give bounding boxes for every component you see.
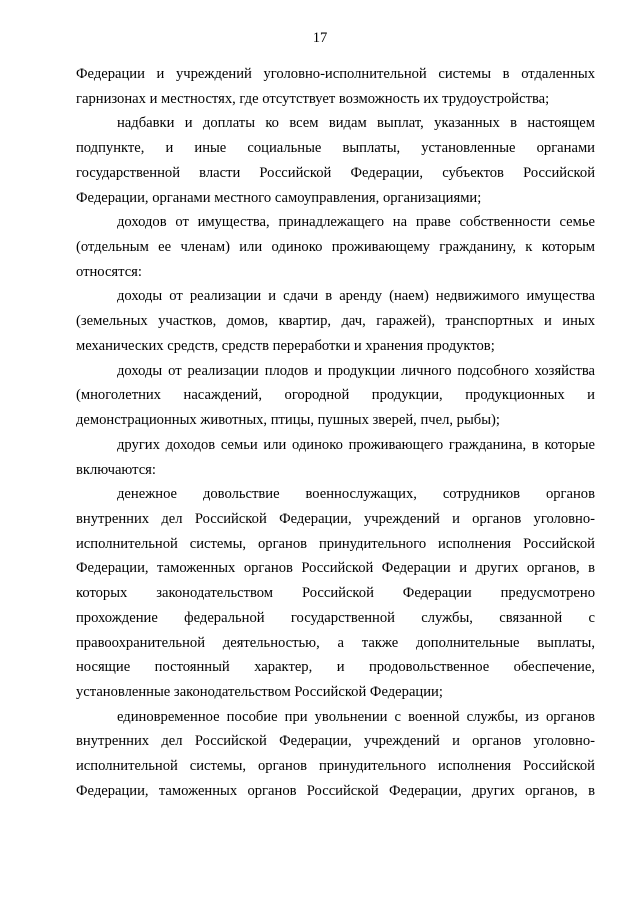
text-line: демонстрационных животных, птицы, пушных зверей, пчел, рыбы); (76, 412, 500, 429)
text-line: единовременное пособие при увольнении с военной службы, из органов (117, 708, 595, 725)
text-line: установленные законодательством Российской Федерации; (76, 683, 443, 700)
text-line: (земельных участков, домов, квартир, дач, гаражей), транспортных и иных (76, 313, 595, 330)
text-line: Федерации, таможенных органов Российской Федерации, других органов, в (76, 782, 595, 799)
text-line: прохождение федеральной государственной службы, связанной с (76, 609, 595, 626)
page-number: 17 (312, 30, 328, 46)
text-line: государственной власти Российской Федерации, субъектов Российской (76, 164, 595, 181)
body-text (76, 62, 595, 804)
text-line: внутренних дел Российской Федерации, учреждений и органов уголовно- (76, 733, 595, 750)
text-line: доходов от имущества, принадлежащего на праве собственности семье (117, 214, 595, 231)
text-line: правоохранительной деятельностью, а также дополнительные выплаты, (76, 634, 595, 651)
text-line: (отдельным ее членам) или одиноко проживающему гражданину, к которым (76, 239, 595, 256)
text-line: внутренних дел Российской Федерации, учреждений и органов уголовно- (76, 510, 595, 527)
text-line: механических средств, средств переработки и хранения продуктов; (76, 337, 495, 354)
text-line: доходы от реализации и сдачи в аренду (наем) недвижимого имущества (117, 288, 595, 305)
text-line: других доходов семьи или одиноко проживающего гражданина, в которые (117, 436, 595, 453)
text-line: Федерации, органами местного самоуправления, организациями; (76, 189, 482, 206)
text-line: исполнительной системы, органов принудительного исполнения Российской (76, 535, 595, 552)
text-line: подпункте, и иные социальные выплаты, установленные органами (76, 140, 595, 157)
text-line: (многолетних насаждений, огородной продукции, продукционных и (76, 387, 595, 404)
text-line: включаются: (76, 461, 156, 478)
text-line: денежное довольствие военнослужащих, сотрудников органов (117, 486, 595, 503)
text-line: исполнительной системы, органов принудительного исполнения Российской (76, 758, 595, 775)
text-line: гарнизонах и местностях, где отсутствует возможность их трудоустройства; (76, 90, 550, 107)
text-line: доходы от реализации плодов и продукции личного подсобного хозяйства (117, 362, 595, 379)
text-line: относятся: (76, 263, 142, 280)
text-line: которых законодательством Российской Федерации предусмотрено (76, 585, 595, 602)
text-line: Федерации, таможенных органов Российской Федерации и других органов, в (76, 560, 595, 577)
text-line: носящие постоянный характер, и продовольственное обеспечение, (76, 659, 595, 676)
text-line: надбавки и доплаты ко всем видам выплат, указанных в настоящем (117, 115, 595, 132)
text-line: Федерации и учреждений уголовно-исполнительной системы в отдаленных (76, 66, 595, 82)
